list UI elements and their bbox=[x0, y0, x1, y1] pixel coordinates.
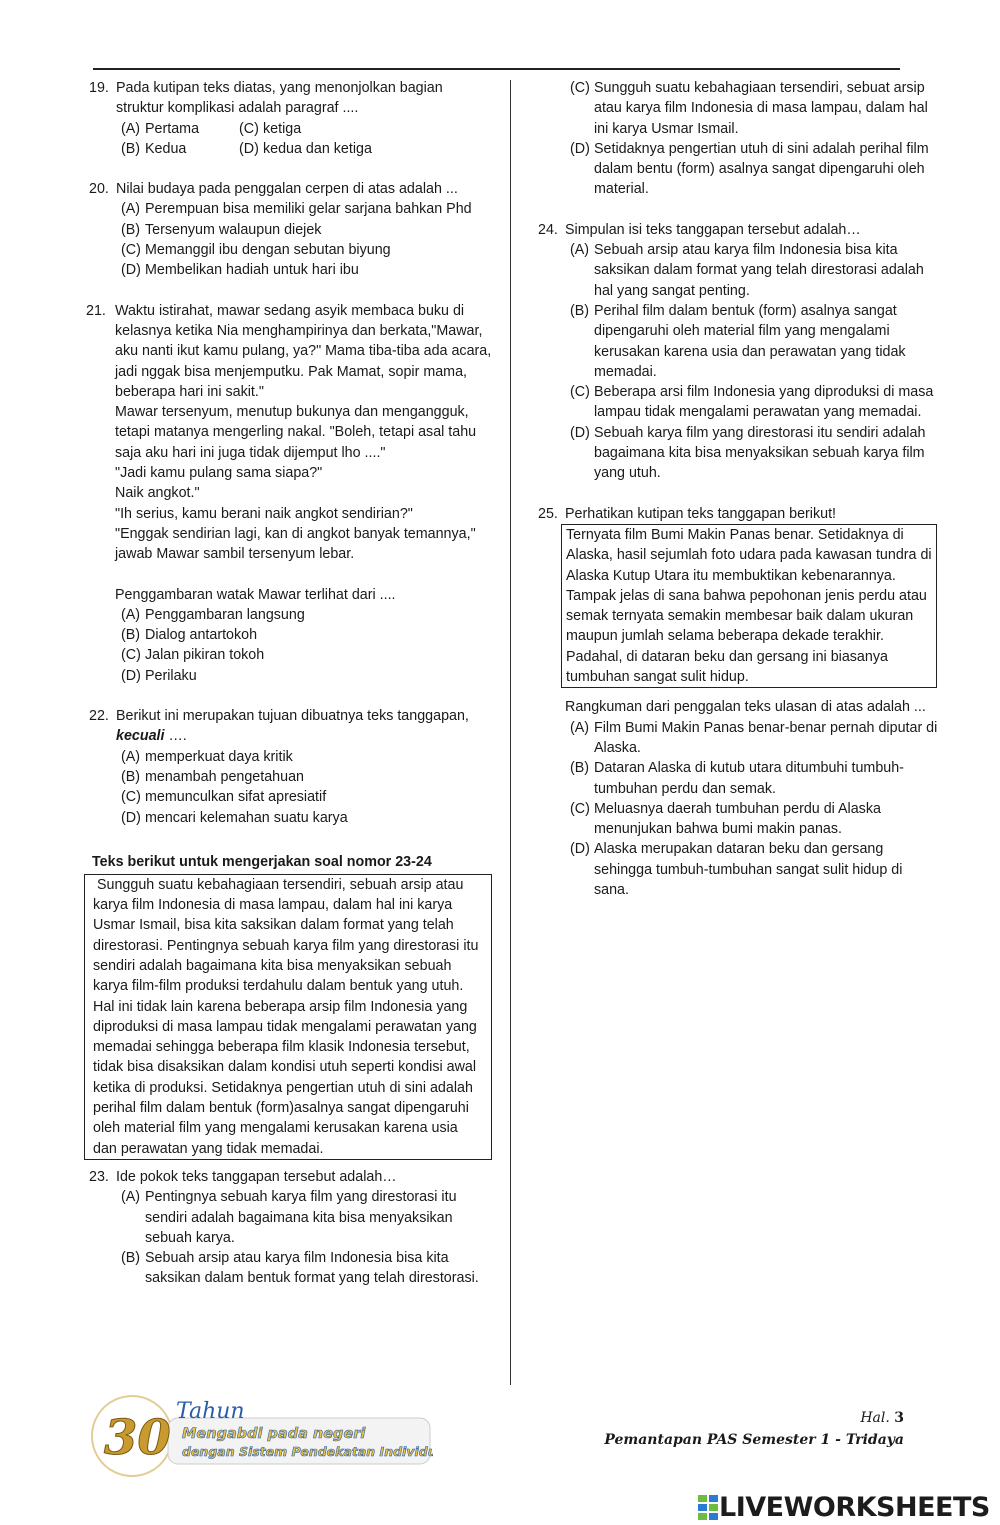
story-paragraph: "Ih serius, kamu berani naik angkot sendirian?" bbox=[115, 505, 413, 522]
option-b[interactable]: (B) menambah pengetahuan bbox=[121, 768, 304, 785]
question-text: Pada kutipan teks diatas, yang menonjolkan bagian struktur komplikasi adalah paragraf .... bbox=[116, 80, 443, 117]
story-paragraph: "Enggak sendirian lagi, kan di angkot banyak temannya," jawab Mawar sambil tersenyum lebar. bbox=[115, 525, 476, 563]
footer-title: Pemantapan PAS Semester 1 - Tridaya bbox=[604, 1432, 904, 1448]
option-c[interactable]: (C) memunculkan sifat apresiatif bbox=[121, 789, 327, 806]
question-number: 19. bbox=[89, 80, 109, 96]
question-22 bbox=[84, 706, 492, 828]
question-text: Ide pokok teks tanggapan tersebut adalah… bbox=[116, 1168, 397, 1185]
option-a[interactable]: (A) Pertama bbox=[121, 120, 200, 137]
story-paragraph: Waktu istirahat, mawar sedang asyik membaca buku di kelasnya ketika Nia menghampirinya dan berkata,"Mawar, aku nanti ikut kamu pulang, ya?" Mama tiba-tiba ada acara, jadi nggak bisa menjemputku. Pak Mamat, sopir mama, beberapa hari ini sakit." bbox=[115, 302, 492, 400]
option-c[interactable]: (C) Meluasnya daerah tumbuhan perdu di Alaska menunjukan bahwa bumi makin panas. bbox=[570, 800, 881, 838]
options-list bbox=[116, 605, 492, 686]
option-a[interactable]: (A) Penggambaran langsung bbox=[121, 606, 305, 623]
liveworksheets-text: LIVEWORKSHEETS bbox=[719, 1491, 990, 1523]
question-number: 20. bbox=[89, 181, 109, 198]
question-19 bbox=[84, 78, 492, 159]
option-b[interactable]: (B) Tersenyum walaupun diejek bbox=[121, 221, 322, 238]
page-number: Hal. 3 bbox=[860, 1410, 904, 1426]
logo-word: Tahun bbox=[176, 1399, 245, 1424]
option-b[interactable]: (B) Kedua bbox=[121, 140, 187, 157]
story-paragraph: Naik angkot." bbox=[115, 485, 200, 502]
question-23-continued bbox=[533, 78, 941, 200]
anniversary-logo bbox=[88, 1392, 433, 1480]
question-20 bbox=[84, 179, 492, 280]
story-paragraph: "Jadi kamu pulang sama siapa?" bbox=[115, 465, 323, 482]
question-number: 24. bbox=[538, 221, 558, 238]
logo-number: 30 bbox=[104, 1410, 171, 1466]
option-c[interactable]: (C) Jalan pikiran tokoh bbox=[121, 647, 265, 664]
left-column bbox=[84, 78, 492, 1289]
question-24 bbox=[533, 220, 941, 484]
option-a[interactable]: (A) Perempuan bisa memiliki gelar sarjana bahkan Phd bbox=[121, 201, 472, 218]
question-text: Simpulan isi teks tanggapan tersebut adalah… bbox=[565, 221, 861, 238]
option-d[interactable]: (D) Sebuah karya film yang direstorasi itu sendiri adalah bagaimana kita bisa menyaksikan sebuah karya film yang utuh. bbox=[570, 424, 926, 482]
option-b[interactable]: (B) Perihal film dalam bentuk (form) asalnya sangat dipengaruhi oleh material film yang mengalami kerusakan karena usia dan perawatan yang tidak memadai. bbox=[570, 302, 906, 380]
option-d[interactable]: (D) Membelikan hadiah untuk hari ibu bbox=[121, 262, 359, 279]
options-list bbox=[565, 718, 941, 901]
story-paragraph: Mawar tersenyum, menutup bukunya dan mengangguk, tetapi matanya mengerling nakal. "Boleh, tetapi asal tahu saja aku hari ini juga tidak dijemput lho ...." bbox=[115, 404, 477, 461]
option-d[interactable]: (D) Alaska merupakan dataran beku dan gersang sehingga tumbuh-tumbuhan sangat sulit hidup di sana. bbox=[570, 841, 903, 898]
question-23 bbox=[84, 1167, 492, 1289]
option-a[interactable]: (A) Pentingnya sebuah karya film yang direstorasi itu sendiri adalah bagaimana kita bisa menyaksikan sebuah karya. bbox=[121, 1189, 457, 1246]
passage-heading: Teks berikut untuk mengerjakan soal nomor 23-24 bbox=[92, 853, 432, 870]
option-b[interactable]: (B) Dataran Alaska di kutub utara ditumbuhi tumbuh-tumbuhan perdu dan semak. bbox=[570, 760, 904, 797]
question-25 bbox=[533, 504, 941, 901]
option-d[interactable]: (D) Perilaku bbox=[121, 667, 197, 684]
option-c[interactable]: (C) Sungguh suatu kebahagiaan tersendiri, sebuat arsip atau karya film Indonesia di masa lampau, dalam hal ini karya Usmar Ismail. bbox=[570, 80, 928, 137]
option-b[interactable]: (B) Dialog antartokoh bbox=[121, 627, 258, 644]
question-text: Perhatikan kutipan teks tanggapan berikut! bbox=[565, 505, 837, 522]
passage-box: Sungguh suatu kebahagiaan tersendiri, sebuah arsip atau karya film Indonesia di masa lampau, dalam hal ini karya Usmar Ismail, bisa kita saksikan dalam format yang telah direstorasi. Pentingnya sebuah karya film yang direstorasi itu sendiri adalah bagaimana kita bisa menyaksikan sebuah karya film-film produksi terdahulu dalam bentuk yang utuh. Hal ini tidak lain karena beberapa arsip film Indonesia yang diproduksi di masa lampau tidak mengalami perawatan yang memadai sehingga beberapa film klasik Indonesia tersebut, tidak bisa disaksikan dalam kondisi utuh seperti kondisi awal ketika di produksi. Setidaknya pengertian utuh di sini adalah perihal film dalam bentuk (form)asalnya sangat dipengaruhi oleh material film yang mengalami kerusakan karena usia dan perawatan yang tidak memadai. bbox=[84, 874, 492, 1160]
column-divider bbox=[510, 80, 511, 1385]
options-list bbox=[116, 199, 492, 280]
quote-box: Ternyata film Bumi Makin Panas benar. Setidaknya di Alaska, hasil sejumlah foto udara pada kawasan tundra di Alaska Kutup Utara itu membuktikan kebenarannya. Tampak jelas di sana bahwa pepohonan jenis perdu atau semak ternyata semakin membesar baik dalam ukuran maupun jumlah selama beberapa dekade terakhir. Padahal, di dataran beku dan gersang ini biasanya tumbuhan sangat sulit hidup. bbox=[561, 524, 937, 688]
logo-graphic bbox=[88, 1392, 433, 1480]
option-d[interactable]: (D) Setidaknya pengertian utuh di sini adalah perihal film dalam bentu (form) asalnya sangat dipengaruhi oleh material. bbox=[570, 140, 929, 198]
option-d[interactable]: (D) mencari kelemahan suatu karya bbox=[121, 809, 348, 826]
options-list bbox=[116, 747, 492, 828]
option-a[interactable]: (A) memperkuat daya kritik bbox=[121, 748, 293, 765]
option-d[interactable]: (D) kedua dan ketiga bbox=[239, 140, 372, 157]
liveworksheets-icon bbox=[697, 1493, 719, 1521]
question-number: 22. bbox=[89, 708, 109, 725]
option-c[interactable]: (C) ketiga bbox=[239, 120, 302, 137]
liveworksheets-brand[interactable] bbox=[697, 1492, 990, 1522]
logo-line-1: Mengabdi pada negeri bbox=[182, 1426, 366, 1442]
option-a[interactable]: (A) Sebuah arsip atau karya film Indonesia bisa kita saksikan dalam format yang telah direstorasi adalah hal yang sangat penting. bbox=[570, 242, 924, 299]
option-a[interactable]: (A) Film Bumi Makin Panas benar-benar pernah diputar di Alaska. bbox=[570, 719, 938, 756]
option-c[interactable]: (C) Memanggil ibu dengan sebutan biyung bbox=[121, 242, 391, 259]
options-list bbox=[565, 240, 941, 484]
top-rule bbox=[93, 68, 900, 70]
logo-line-2: dengan Sistem Pendekatan Individu bbox=[182, 1444, 433, 1459]
right-column bbox=[533, 78, 941, 900]
question-text: Penggambaran watak Mawar terlihat dari .... bbox=[115, 586, 396, 603]
question-21 bbox=[84, 301, 492, 686]
question-text: Berikut ini merupakan tujuan dibuatnya teks tanggapan, kecuali …. bbox=[116, 708, 469, 745]
options-list bbox=[116, 119, 492, 160]
question-number: 21. bbox=[86, 302, 106, 319]
question-text: Nilai budaya pada penggalan cerpen di atas adalah ... bbox=[116, 181, 458, 198]
question-number: 23. bbox=[89, 1168, 109, 1185]
options-list bbox=[116, 1187, 492, 1288]
option-b[interactable]: (B) Sebuah arsip atau karya film Indonesia bisa kita saksikan dalam bentuk format yang telah direstorasi. bbox=[121, 1250, 479, 1287]
question-number: 25. bbox=[538, 505, 558, 522]
option-c[interactable]: (C) Beberapa arsi film Indonesia yang diproduksi di masa lampau tidak mengalami perawatan yang memadai. bbox=[570, 384, 934, 421]
question-prompt: Rangkuman dari penggalan teks ulasan di atas adalah ... bbox=[565, 699, 926, 716]
